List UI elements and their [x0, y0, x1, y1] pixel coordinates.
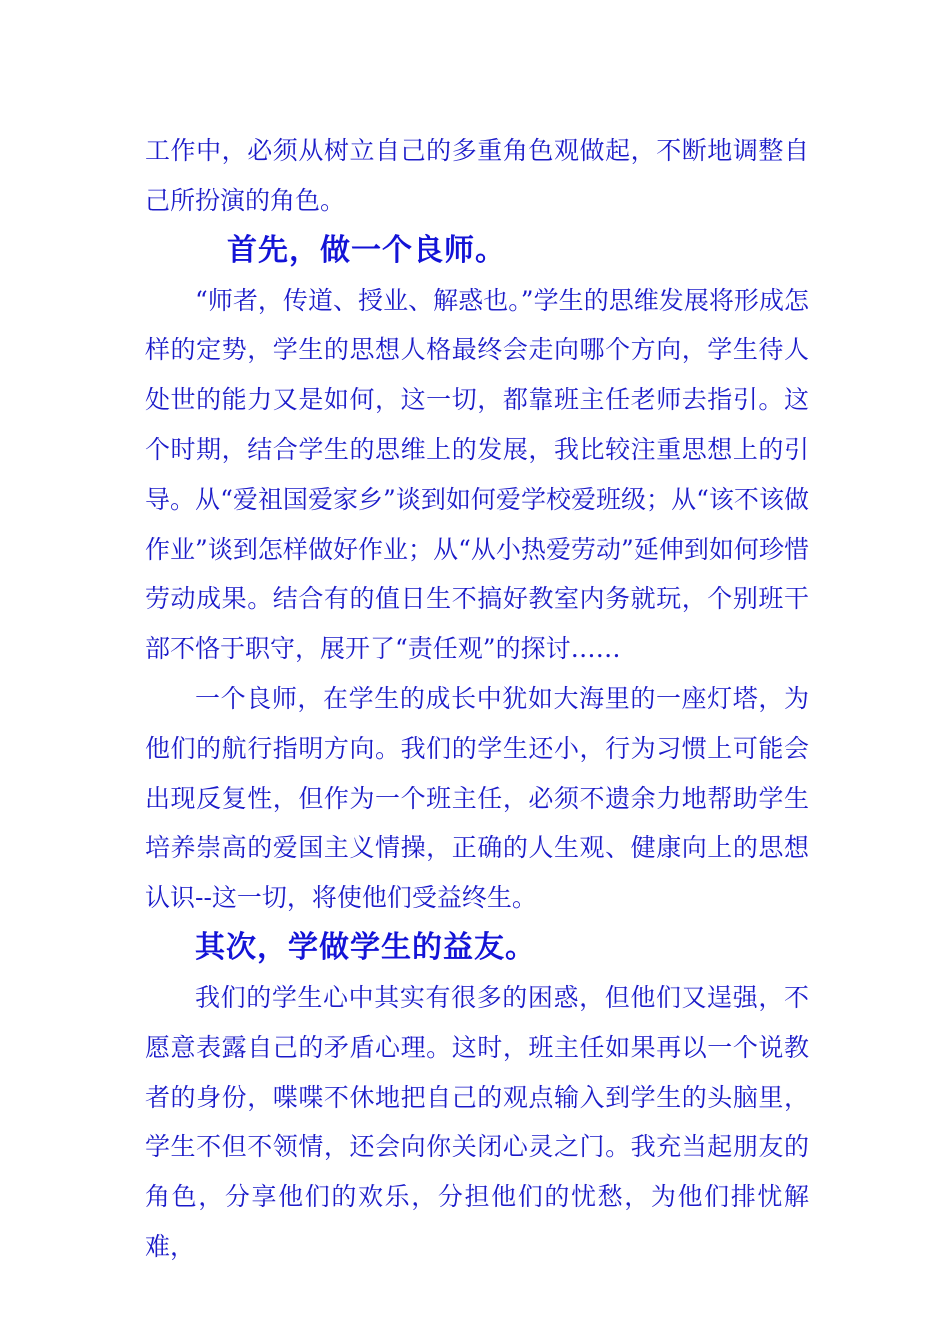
paragraph-friend-role: 我们的学生心中其实有很多的困惑，但他们又逞强，不愿意表露自己的矛盾心理。这时，班主任如果再以一个说教者的身份，喋喋不休地把自己的观点输入到学生的头脑里，学生不但不领情，还会向你关闭心灵之门。我充当起朋友的角色，分享他们的欢乐，分担他们的忧愁，为他们排忧解难， — [145, 982, 809, 1261]
section-heading-good-friend: 其次，学做学生的益友。 — [195, 929, 536, 965]
paragraph-teacher-role: “师者，传道、授业、解惑也。”学生的思维发展将形成怎样的定势，学生的思想人格最终会走向哪个方向，学生待人处世的能力又是如何，这一切，都靠班主任老师去指引。这个时期，结合学生的思维上的发展，我比较注重思想上的引导。从“爱祖国爱家乡”谈到如何爱学校爱班级；从“该不该做作业”谈到怎样做好作业；从“从小热爱劳动”延伸到如何珍惜劳动成果。结合有的值日生不搞好教室内务就玩，个别班干部不恪于职守，展开了“责任观”的探讨…… — [145, 285, 809, 664]
document-body — [145, 126, 809, 1272]
section-heading-good-teacher: 首先，做一个良师。 — [227, 232, 506, 268]
paragraph-lighthouse: 一个良师，在学生的成长中犹如大海里的一座灯塔，为他们的航行指明方向。我们的学生还小，行为习惯上可能会出现反复性，但作为一个班主任，必须不遗余力地帮助学生培养崇高的爱国主义情操，正确的人生观、健康向上的思想认识--这一切，将使他们受益终生。 — [145, 683, 809, 913]
paragraph-continuation: 工作中，必须从树立自己的多重角色观做起，不断地调整自己所扮演的角色。 — [145, 136, 809, 215]
